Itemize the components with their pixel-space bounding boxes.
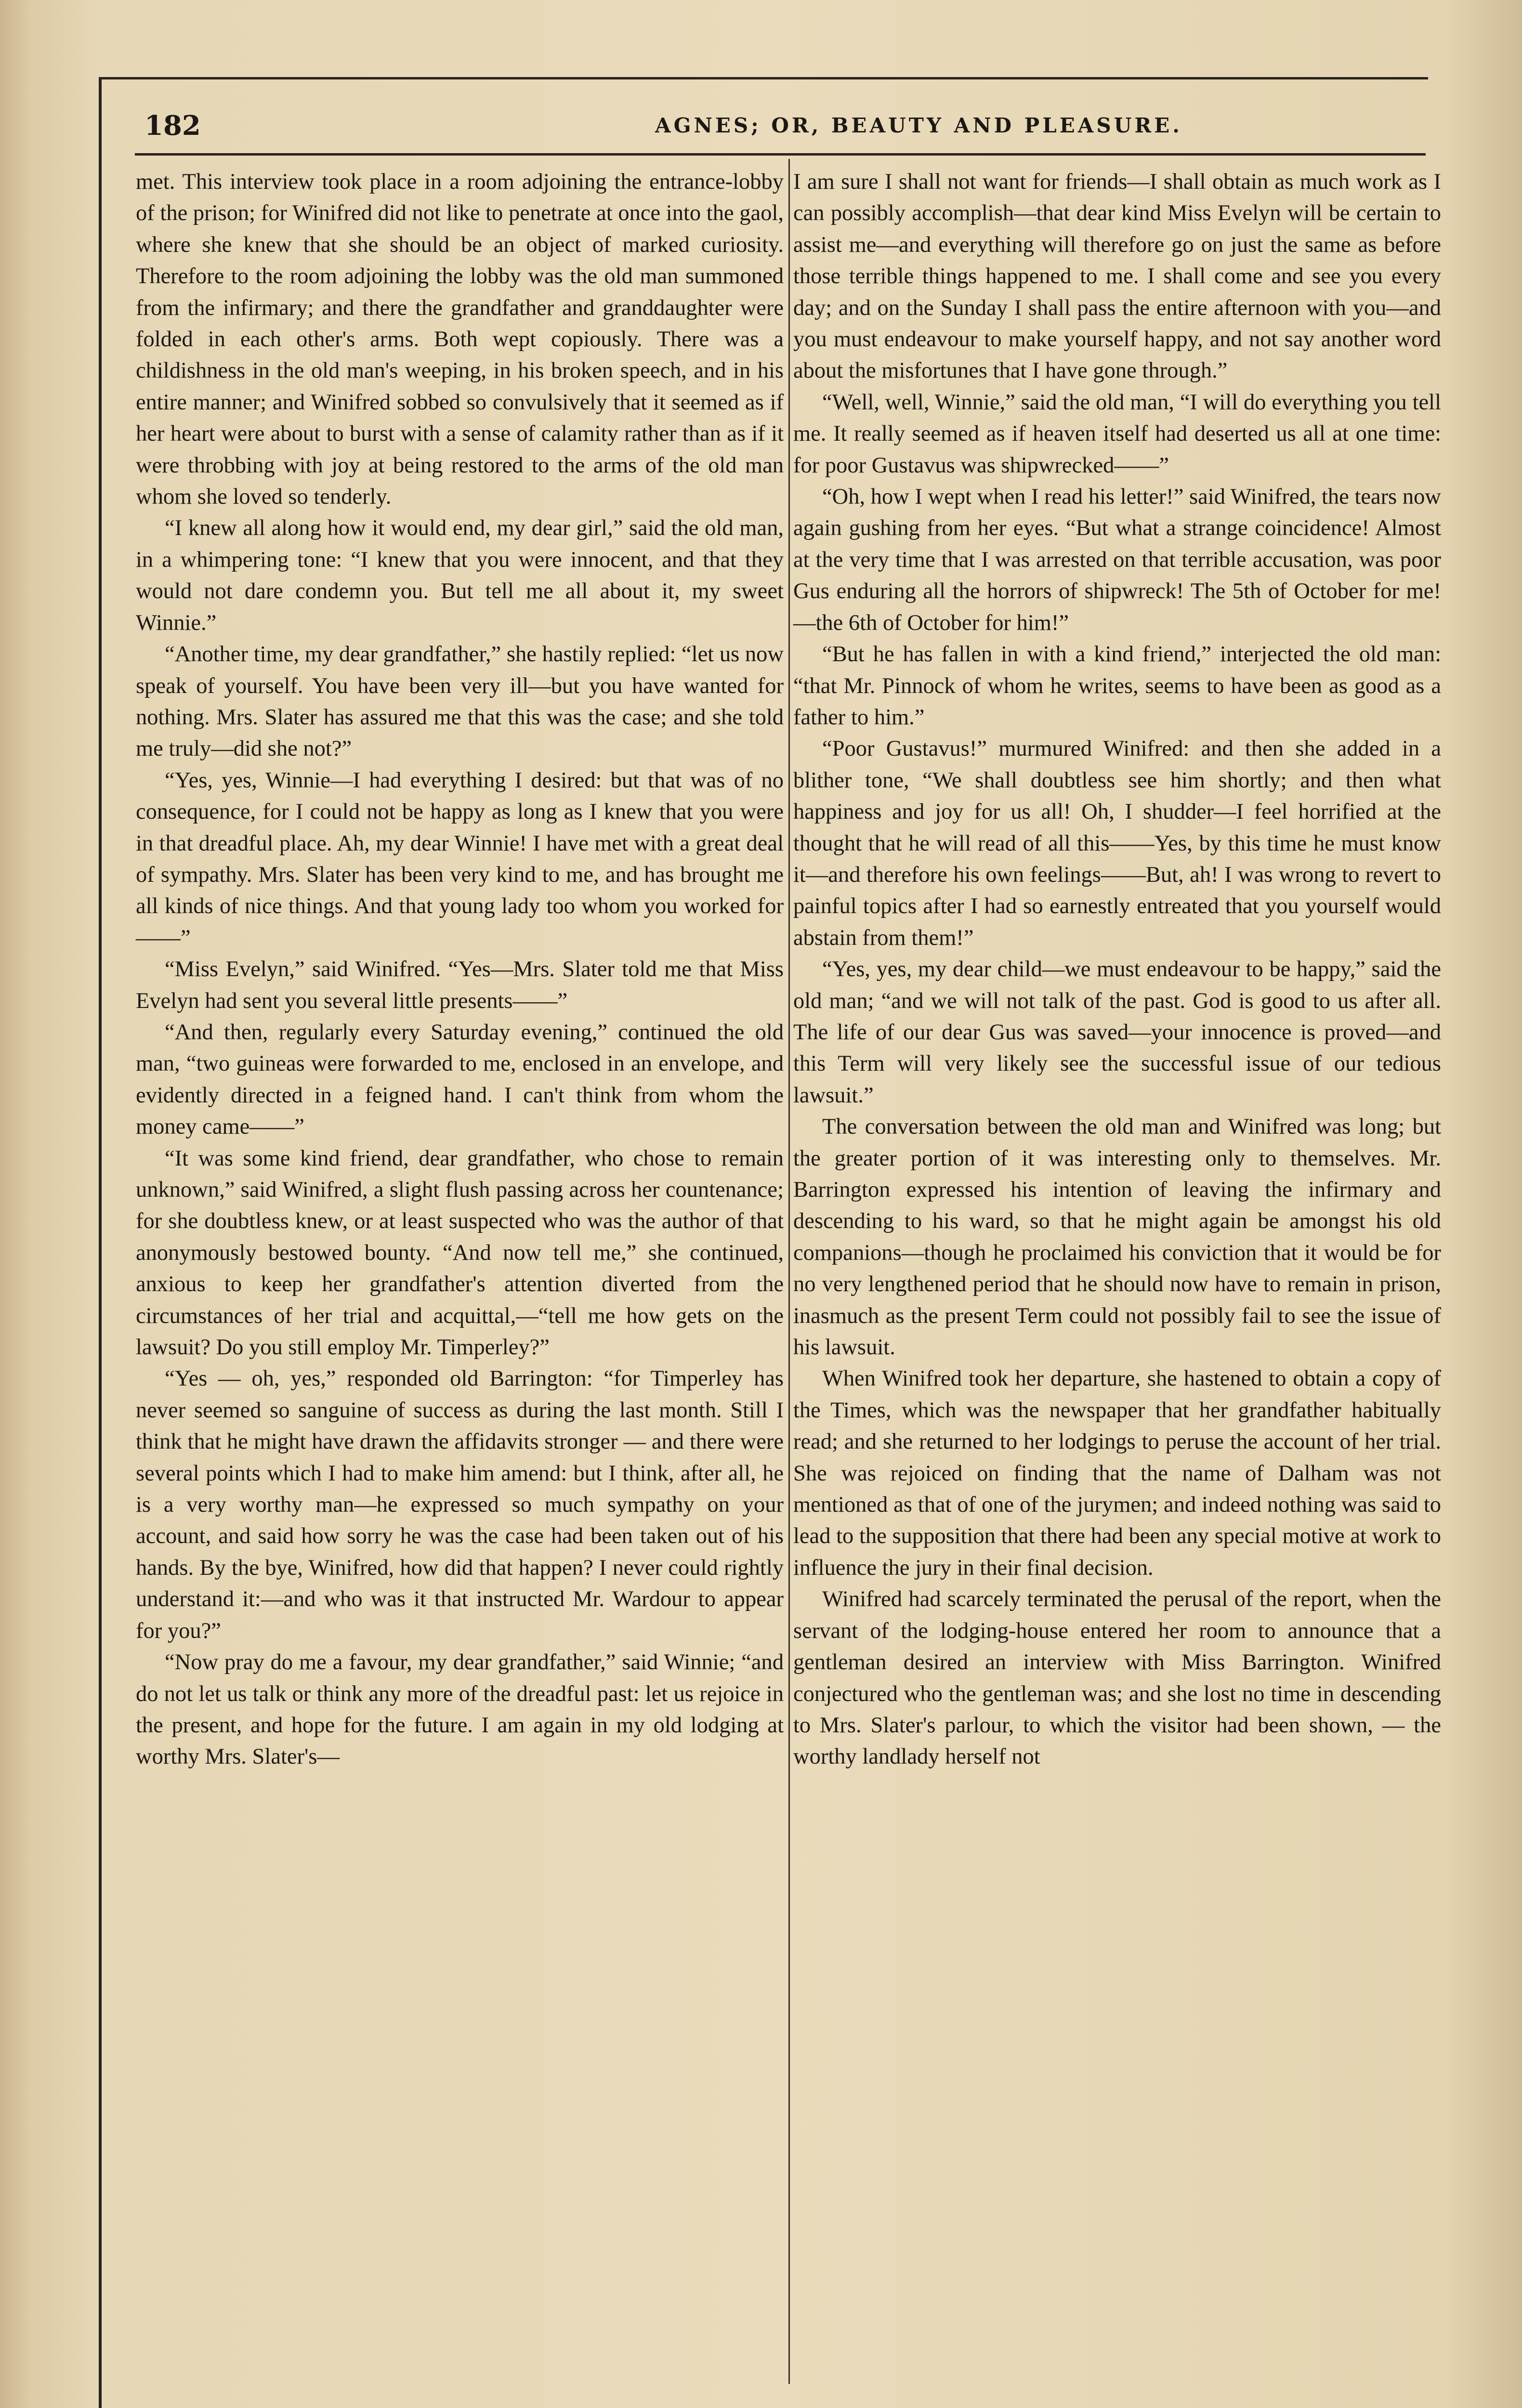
header-rule [135,153,1426,156]
left-border-rule [99,77,102,2408]
paragraph: “Miss Evelyn,” said Winifred. “Yes—Mrs. Slater told me that Miss Evelyn had sent you several little presents——” [136,957,784,1013]
paragraph: When Winifred took her departure, she hastened to obtain a copy of the Times, which was the newspaper that her grandfather habitually read; and she returned to her lodgings to peruse the account of her trial. She was rejoiced on finding that the name of Dalham was not mentioned as that of one of the jurymen; and indeed nothing was said to lead to the supposition that there had been any special motive at work to influence the jury in their final decision. [793,1366,1441,1580]
paragraph: “It was some kind friend, dear grandfather, who chose to remain unknown,” said Winifred, a slight flush passing across her countenance; for she doubtless knew, or at least suspected who was the author of that anonymously bestowed bounty. “And now tell me,” she continued, anxious to keep her grandfather's attention diverted from the circumstances of her trial and acquittal,—“tell me how gets on the lawsuit? Do you still employ Mr. Timperley?” [136,1146,784,1360]
paragraph: “Yes, yes, my dear child—we must endeavour to be happy,” said the old man; “and we will not talk of the past. God is good to us after all. The life of our dear Gus was saved—your innocence is proved—and this Term will very likely see the successful issue of our tedious lawsuit.” [793,957,1441,1108]
paragraph: “Oh, how I wept when I read his letter!” said Winifred, the tears now again gushing from her eyes. “But what a strange coincidence! Almost at the very time that I was arrested on that terrible accusation, was poor Gus enduring all the horrors of shipwreck! The 5th of October for me! —the 6th of October for him!” [793,484,1441,635]
column-divider [788,159,790,2384]
paragraph: “Well, well, Winnie,” said the old man, “I will do everything you tell me. It really seemed as if heaven itself had deserted us all at one time: for poor Gustavus was shipwrecked——” [793,390,1441,478]
left-text-column [136,166,784,1773]
paragraph: “But he has fallen in with a kind friend,” interjected the old man: “that Mr. Pinnock of whom he writes, seems to have been as good as a father to him.” [793,642,1441,730]
paragraph: “Yes — oh, yes,” responded old Barrington: “for Timperley has never seemed so sanguine of success as during the last month. Still I think that he might have drawn the affidavits stronger — and there were several points which I had to make him amend: but I think, after all, he is a very worthy man—he expressed so much sympathy on your account, and said how sorry he was the case had been taken out of his hands. By the bye, Winifred, how did that happen? I never could rightly understand it:—and who was it that instructed Mr. Wardour to appear for you?” [136,1366,784,1643]
paragraph: “Another time, my dear grandfather,” she hastily replied: “let us now speak of yourself. You have been very ill—but you have wanted for nothing. Mrs. Slater has assured me that this was the case; and she told me truly—did she not?” [136,642,784,761]
right-text-column [793,166,1441,1773]
top-border-rule [99,77,1428,79]
paragraph: “And then, regularly every Saturday evening,” continued the old man, “two guineas were forwarded to me, enclosed in an envelope, and evidently directed in a feigned hand. I can't think from whom the money came——” [136,1020,784,1139]
paragraph: “Now pray do me a favour, my dear grandfather,” said Winnie; “and do not let us talk or think any more of the dreadful past: let us rejoice in the present, and hope for the future. I am again in my old lodging at worthy Mrs. Slater's— [136,1650,784,1769]
page-number: 182 [144,110,201,142]
running-title: AGNES; OR, BEAUTY AND PLEASURE. [655,114,1182,137]
paragraph: The conversation between the old man and Winifred was long; but the greater portion of it was interesting only to themselves. Mr. Barrington expressed his intention of leaving the infirmary and descending to his ward, so that he might again be amongst his old companions—though he proclaimed his conviction that it would be for no very lengthened period that he should now have to remain in prison, inasmuch as the present Term could not possibly fail to see the issue of his lawsuit. [793,1114,1441,1360]
paragraph: “I knew all along how it would end, my dear girl,” said the old man, in a whimpering tone: “I knew that you were innocent, and that they would not dare condemn you. But tell me all about it, my sweet Winnie.” [136,516,784,635]
paragraph: Winifred had scarcely terminated the perusal of the report, when the servant of the lodging-house entered her room to announce that a gentleman desired an interview with Miss Barrington. Winifred conjectured who the gentleman was; and she lost no time in descending to Mrs. Slater's parlour, to which the visitor had been shown, — the worthy landlady herself not [793,1587,1441,1769]
paragraph: “Yes, yes, Winnie—I had everything I desired: but that was of no consequence, for I could not be happy as long as I knew that you were in that dreadful place. Ah, my dear Winnie! I have met with a great deal of sympathy. Mrs. Slater has been very kind to me, and has brought me all kinds of nice things. And that young lady too whom you worked for——” [136,768,784,950]
paragraph: “Poor Gustavus!” murmured Winifred: and then she added in a blither tone, “We shall doubtless see him shortly; and then what happiness and joy for us all! Oh, I shudder—I feel horrified at the thought that he will read of all this——Yes, by this time he must know it—and therefore his own feelings——But, ah! I was wrong to revert to painful topics after I had so earnestly entreated that you yourself would abstain from them!” [793,736,1441,950]
paragraph: I am sure I shall not want for friends—I shall obtain as much work as I can possibly accomplish—that dear kind Miss Evelyn will be certain to assist me—and everything will therefore go on just the same as before those terrible things happened to me. I shall come and see you every day; and on the Sunday I shall pass the entire afternoon with you—and you must endeavour to make yourself happy, and not say another word about the misfortunes that I have gone through.” [793,170,1441,383]
paragraph: met. This interview took place in a room adjoining the entrance-lobby of the prison; for Winifred did not like to penetrate at once into the gaol, where she knew that she should be an object of marked curiosity. Therefore to the room adjoining the lobby was the old man summoned from the infirmary; and there the grandfather and granddaughter were folded in each other's arms. Both wept copiously. There was a childishness in the old man's weeping, in his broken speech, and in his entire manner; and Winifred sobbed so convulsively that it seemed as if her heart were about to burst with a sense of calamity rather than as if it were throbbing with joy at being restored to the arms of the old man whom she loved so tenderly. [136,170,784,510]
page-header [144,110,1426,148]
